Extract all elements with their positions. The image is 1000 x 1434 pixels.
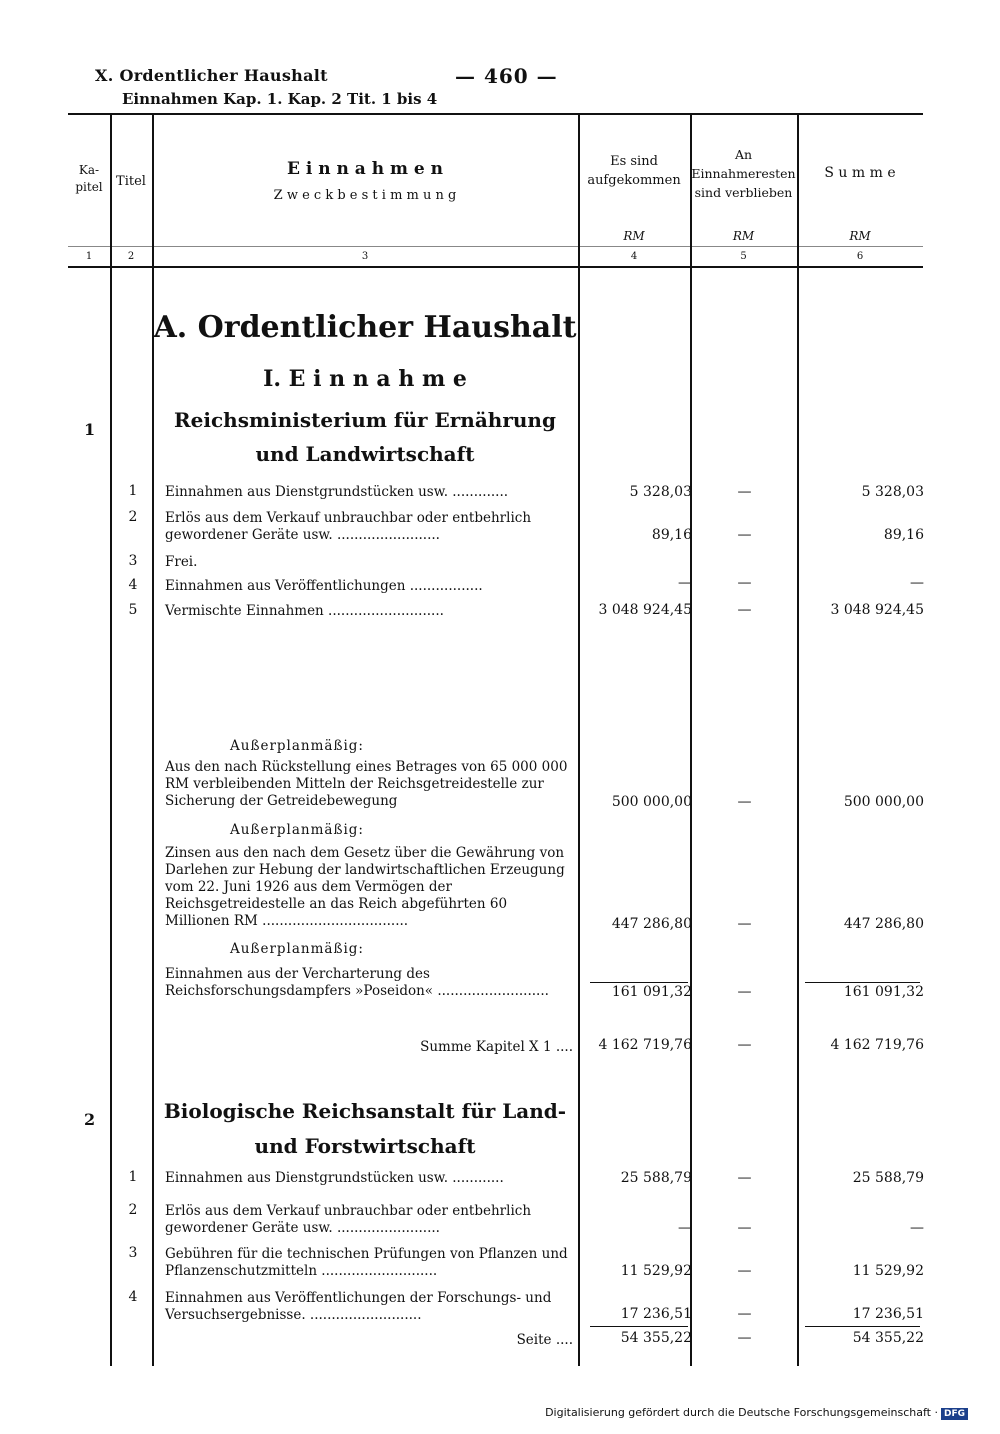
k1-extra-2-aufgekommen: 447 286,80 [611, 916, 692, 932]
page-total-summe: 54 355,22 [852, 1330, 924, 1346]
k1-total-label: Summe Kapitel X 1 .... [420, 1039, 573, 1055]
k1-row-4-reste: — [737, 575, 752, 591]
k2-titel-3: 3 [128, 1245, 138, 1261]
column-rule-1 [110, 113, 112, 1366]
dfg-logo: DFG [941, 1408, 968, 1420]
page-total-aufgekommen: 54 355,22 [620, 1330, 692, 1346]
section-subtitle: I. E i n n a h m e [263, 366, 467, 392]
k1-row-5-text: Vermischte Einnahmen ........................... [165, 603, 444, 619]
header-titel: Titel [116, 174, 146, 189]
currency-label-col4: RM [623, 229, 645, 243]
k2-titel-2: 2 [128, 1202, 138, 1218]
k1-total-reste: — [737, 1037, 752, 1053]
k1-row-1-text: Einnahmen aus Dienstgrundstücken usw. ............. [165, 484, 509, 500]
column-rule-2 [152, 113, 154, 1366]
k1-titel-5: 5 [128, 602, 138, 618]
k1-row-5-aufgekommen: 3 048 924,45 [598, 602, 692, 618]
k1-extra-1-text: Aus den nach Rückstellung eines Betrages von 65 000 000 RM verbleibenden Mitteln der Reichsgetreidestelle zur Sicherung der Getreidebewegung [165, 759, 568, 809]
header-kapitel: Ka- pitel [75, 163, 103, 194]
header-einnahmen: E i n n a h m e n [286, 159, 444, 179]
k2-row-1-aufgekommen: 25 588,79 [620, 1170, 692, 1186]
k1-row-1-aufgekommen: 5 328,03 [629, 484, 692, 500]
k1-row-2-text: Erlös aus dem Verkauf unbrauchbar oder entbehrlich gewordener Geräte usw. ........................ [165, 510, 532, 543]
k1-extra-2-text: Zinsen aus den nach dem Gesetz über die Gewährung von Darlehen zur Hebung der landwirtschaftlichen Erzeugung vom 22. Juni 1926 aus dem Vermögen der Reichsgetreidestelle an das Reich abgeführten 60 Millionen RM .................................. [165, 845, 565, 929]
k1-row-4-summe: — [910, 575, 924, 591]
page-total-label: Seite .... [516, 1332, 573, 1348]
k1-subtotal-rule-col6 [805, 982, 920, 983]
k2-row-3-summe: 11 529,92 [852, 1263, 924, 1279]
k1-extra-3-text: Einnahmen aus der Vercharterung des Reichsforschungsdampfers »Poseidon« .......................... [165, 966, 549, 999]
kapitel-1-number: 1 [84, 420, 96, 439]
k2-row-2-reste: — [737, 1220, 752, 1236]
column-number-3: 3 [361, 251, 369, 262]
k1-row-4-aufgekommen: — [678, 575, 692, 591]
k1-extra-1-summe: 500 000,00 [843, 794, 924, 810]
column-number-4: 4 [630, 251, 638, 262]
header-bottom-rule [68, 266, 923, 268]
k2-page-total-rule-col4 [590, 1326, 688, 1327]
page-total-reste: — [737, 1330, 752, 1346]
k1-row-1-reste: — [737, 484, 752, 500]
table-top-rule [68, 113, 923, 115]
k2-page-total-rule-col6 [805, 1326, 920, 1327]
header-einnahmereste: An Einnahmeresten sind verblieben [691, 147, 796, 200]
k1-row-3-text: Frei. [165, 554, 198, 570]
k1-titel-2: 2 [128, 509, 138, 525]
header-summe: S u m m e [824, 165, 896, 181]
k1-row-2-reste: — [737, 527, 752, 543]
digitization-credit-text: Digitalisierung gefördert durch die Deutsche Forschungsgemeinschaft · [545, 1406, 938, 1419]
column-number-5: 5 [740, 251, 747, 262]
k2-row-3-text: Gebühren für die technischen Prüfungen von Pflanzen und Pflanzenschutzmitteln ........................... [165, 1246, 568, 1279]
running-title: X. Ordentlicher Haushalt [95, 66, 328, 85]
k2-row-1-text: Einnahmen aus Dienstgrundstücken usw. ............ [165, 1170, 504, 1186]
section-title: A. Ordentlicher Haushalt [153, 310, 577, 345]
header-mid-rule [68, 246, 923, 247]
digitization-credit [545, 1406, 968, 1420]
page-number: — 460 — [455, 64, 558, 88]
k2-titel-4: 4 [128, 1289, 138, 1305]
k2-row-2-text: Erlös aus dem Verkauf unbrauchbar oder entbehrlich gewordener Geräte usw. ........................ [165, 1203, 532, 1236]
k2-row-1-summe: 25 588,79 [852, 1170, 924, 1186]
k1-extra-1-aufgekommen: 500 000,00 [611, 794, 692, 810]
k1-row-5-summe: 3 048 924,45 [830, 602, 924, 618]
k2-row-2-aufgekommen: — [678, 1220, 692, 1236]
header-zweckbestimmung: Z w e c k b e s t i m m u n g [273, 188, 457, 203]
k1-extra-3-label: Außerplanmäßig: [230, 941, 364, 957]
running-subtitle: Einnahmen Kap. 1. Kap. 2 Tit. 1 bis 4 [122, 90, 438, 108]
k2-titel-1: 1 [128, 1169, 138, 1185]
k1-row-5-reste: — [737, 602, 752, 618]
k1-titel-3: 3 [128, 553, 138, 569]
k1-row-2-summe: 89,16 [883, 527, 924, 543]
k1-extra-3-reste: — [737, 984, 752, 1000]
k2-row-1-reste: — [737, 1170, 752, 1186]
currency-label-col6: RM [849, 229, 871, 243]
k1-extra-3-aufgekommen: 161 091,32 [611, 984, 692, 1000]
k2-row-3-aufgekommen: 11 529,92 [620, 1263, 692, 1279]
currency-label-col5: RM [732, 229, 755, 243]
k1-titel-1: 1 [128, 483, 138, 499]
kapitel-1-title-line2: und Landwirtschaft [255, 442, 475, 466]
k2-row-4-reste: — [737, 1306, 752, 1322]
header-aufgekommen: Es sind aufgekommen [587, 154, 681, 188]
k1-subtotal-rule-col4 [590, 982, 688, 983]
k1-extra-2-reste: — [737, 916, 752, 932]
column-number-6: 6 [856, 251, 864, 262]
k1-row-1-summe: 5 328,03 [861, 484, 924, 500]
k1-extra-3-summe: 161 091,32 [843, 984, 924, 1000]
k2-row-3-reste: — [737, 1263, 752, 1279]
k1-extra-2-label: Außerplanmäßig: [230, 822, 364, 838]
k1-extra-1-label: Außerplanmäßig: [230, 738, 364, 754]
k1-total-aufgekommen: 4 162 719,76 [598, 1037, 692, 1053]
k2-row-2-summe: — [910, 1220, 924, 1236]
k1-extra-1-reste: — [737, 794, 752, 810]
kapitel-2-title-line2: und Forstwirtschaft [254, 1134, 476, 1158]
k2-row-4-text: Einnahmen aus Veröffentlichungen der Forschungs- und Versuchsergebnisse. .......................... [165, 1290, 552, 1323]
k1-row-2-aufgekommen: 89,16 [651, 527, 692, 543]
kapitel-2-number: 2 [84, 1110, 96, 1129]
k1-titel-4: 4 [128, 577, 138, 593]
k1-total-summe: 4 162 719,76 [830, 1037, 924, 1053]
k2-row-4-summe: 17 236,51 [852, 1306, 924, 1322]
column-number-2: 2 [127, 251, 135, 262]
column-number-1: 1 [85, 251, 93, 262]
kapitel-1-title-line1: Reichsministerium für Ernährung [174, 408, 556, 432]
kapitel-2-title-line1: Biologische Reichsanstalt für Land- [163, 1099, 567, 1123]
k1-row-4-text: Einnahmen aus Veröffentlichungen ................. [165, 578, 483, 594]
k2-row-4-aufgekommen: 17 236,51 [620, 1306, 692, 1322]
k1-extra-2-summe: 447 286,80 [843, 916, 924, 932]
